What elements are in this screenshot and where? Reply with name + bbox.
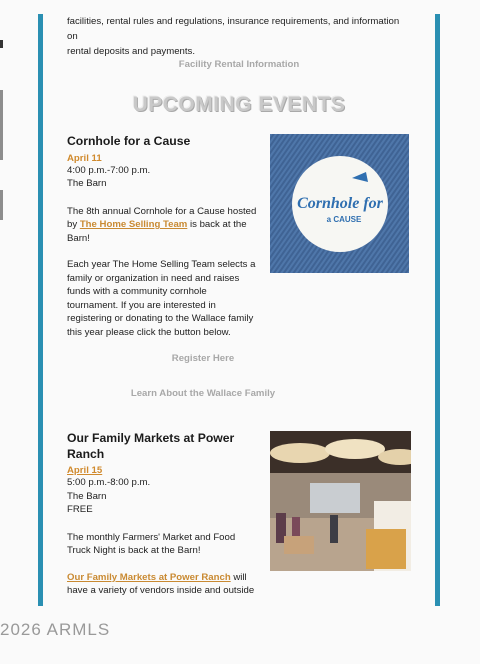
scan-edge-mark bbox=[0, 190, 3, 220]
event-time: 5:00 p.m.-8:00 p.m. bbox=[67, 477, 151, 488]
event-description: The 8th annual Cornhole for a Cause hosted by The Home Selling Team is back at the Barn! bbox=[67, 205, 257, 244]
market-photo bbox=[270, 431, 411, 571]
event-cornhole bbox=[67, 134, 257, 339]
family-markets-link[interactable]: Our Family Markets at Power Ranch bbox=[67, 571, 231, 583]
event-price: FREE bbox=[67, 504, 93, 515]
event-details: Our Family Markets at Power Ranch will have a variety of vendors inside and outside bbox=[67, 571, 255, 596]
newsletter-content bbox=[43, 0, 435, 606]
cornhole-logo-graphic bbox=[270, 134, 409, 273]
armls-watermark: 2026 ARMLS bbox=[0, 620, 111, 639]
market-interior-graphic bbox=[270, 431, 411, 571]
event-venue: The Barn bbox=[67, 490, 107, 502]
scan-edge-mark bbox=[0, 90, 3, 160]
event-date: April 15 bbox=[67, 465, 103, 476]
facility-rental-link[interactable]: Facility Rental Information bbox=[178, 59, 300, 70]
event-title: Cornhole for a Cause bbox=[67, 134, 191, 148]
svg-text:Cornhole for: Cornhole for bbox=[297, 195, 383, 212]
register-here-button[interactable]: Register Here bbox=[171, 353, 235, 364]
right-border-rail bbox=[435, 14, 440, 606]
event-date: April 11 bbox=[67, 152, 102, 164]
upcoming-events-heading: UPCOMING EVENTS bbox=[132, 93, 346, 116]
learn-wallace-family-button[interactable]: Learn About the Wallace Family bbox=[130, 388, 276, 399]
event-venue: The Barn bbox=[67, 178, 107, 189]
event-family-markets bbox=[67, 431, 257, 598]
scan-edge-mark bbox=[0, 40, 3, 48]
event-title: Our Family Markets at Power Ranch bbox=[67, 431, 235, 461]
intro-paragraph: facilities, rental rules and regulations, insurance requirements, and information on rental deposits and payments. bbox=[67, 16, 400, 57]
event-description: The monthly Farmers' Market and Food Truck Night is back at the Barn! bbox=[67, 531, 236, 556]
event-time: 4:00 p.m.-7:00 p.m. bbox=[67, 164, 151, 176]
cornhole-logo-image bbox=[270, 134, 409, 273]
event-details: Each year The Home Selling Team selects a family or organization in need and raises funds with a community cornhole tournament. If you are interested in registering or donating to the Wallace family this year please click the button below. bbox=[67, 259, 256, 338]
svg-text:a CAUSE: a CAUSE bbox=[326, 215, 362, 224]
home-selling-team-link[interactable]: The Home Selling Team bbox=[79, 219, 188, 230]
